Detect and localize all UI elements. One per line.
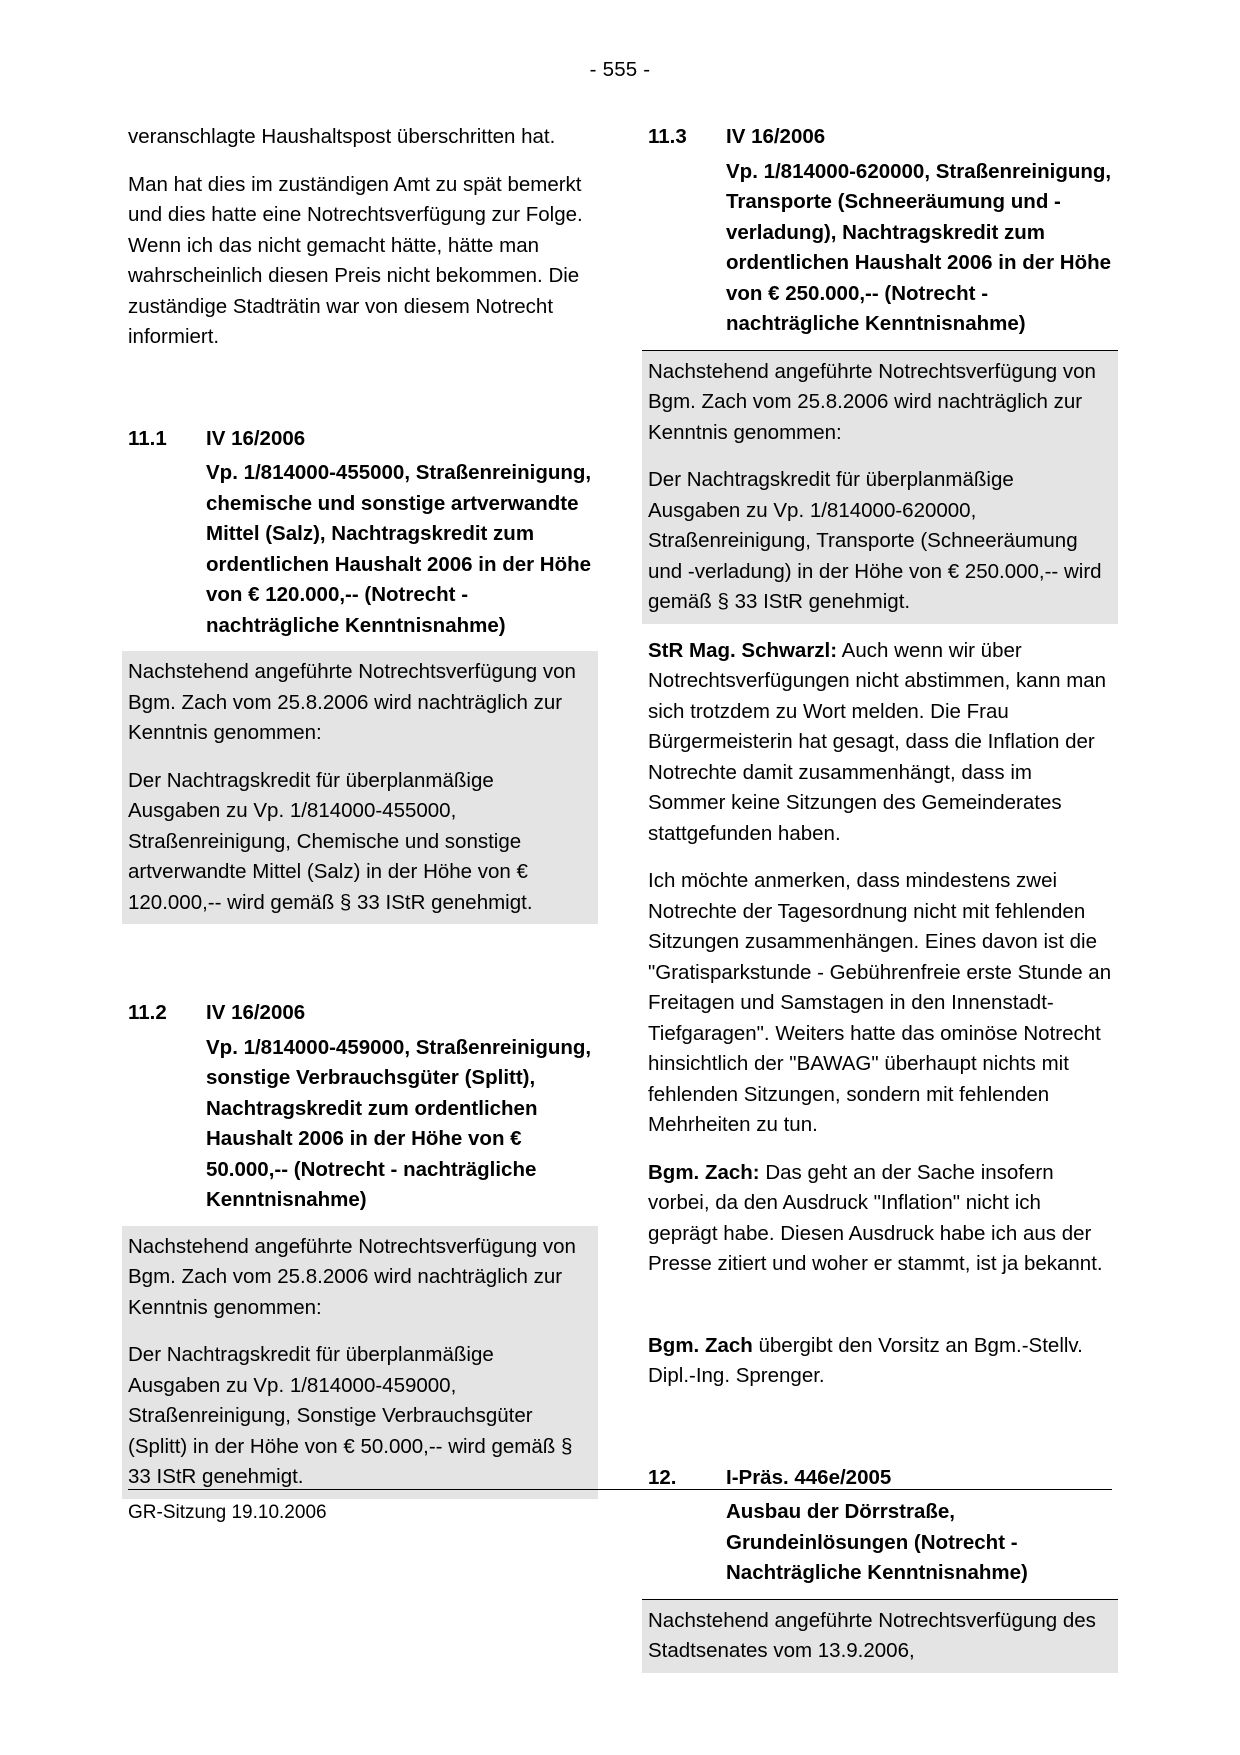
left-column bbox=[128, 122, 592, 1488]
resolution-box bbox=[642, 350, 1118, 624]
agenda-item-heading bbox=[128, 998, 592, 1029]
spacer bbox=[648, 1409, 1112, 1463]
speech-text: Auch wenn wir über Notrechtsverfügungen nicht abstimmen, kann man sich trotzdem zu Wort melden. Die Frau Bürgermeisterin hat gesagt, dass die Inflation der Notrechte damit zusammenhängt, dass im Sommer keine Sitzungen des Gemeinderates stattgefunden haben. bbox=[648, 638, 1107, 845]
right-column bbox=[648, 122, 1112, 1662]
paragraph: Der Nachtragskredit für überplanmäßige Ausgaben zu Vp. 1/814000-459000, Straßenreinigung, Sonstige Verbrauchsgüter (Splitt) in der Höhe von € 50.000,-- wird gemäß § 33 IStR genehmigt. bbox=[128, 1343, 573, 1488]
speech-paragraph bbox=[648, 636, 1112, 850]
footer-text: GR-Sitzung 19.10.2006 bbox=[128, 1502, 327, 1523]
spacer bbox=[648, 624, 1112, 636]
chair-handover-paragraph bbox=[648, 1331, 1112, 1392]
paragraph: Der Nachtragskredit für überplanmäßige Ausgaben zu Vp. 1/814000-455000, Straßenreinigung, Chemische und sonstige artverwandte Mittel (Salz) in der Höhe von € 120.000,-- wird gemäß § 33 IStR genehmigt. bbox=[128, 768, 533, 914]
speech-text: Das geht an der Sache insofern vorbei, da den Ausdruck "Inflation" nicht ich geprägt habe. Diesen Ausdruck habe ich aus der Presse zitiert und woher er stammt, ist ja bekannt. bbox=[648, 1160, 1103, 1275]
page-number: - 555 - bbox=[589, 58, 651, 81]
agenda-item-subtitle: Ausbau der Dörrstraße, Grundeinlösungen (Notrecht - Nachträgliche Kenntnisnahme) bbox=[726, 1500, 1028, 1584]
agenda-item-title: I-Präs. 446e/2005 bbox=[726, 1465, 892, 1489]
agenda-item-heading bbox=[648, 122, 1112, 153]
agenda-item-title: IV 16/2006 bbox=[726, 125, 826, 148]
speaker-name: StR Mag. Schwarzl: bbox=[648, 638, 838, 662]
agenda-item-subtitle: Vp. 1/814000-459000, Straßenreinigung, sonstige Verbrauchsgüter (Splitt), Nachtragskredit zum ordentlichen Haushalt 2006 in der Höhe von € 50.000,-- (Notrecht - nachträgliche Kenntnisnahme) bbox=[206, 1035, 592, 1211]
speaker-name: Bgm. Zach: bbox=[648, 1160, 760, 1184]
agenda-item-heading bbox=[128, 424, 592, 455]
paragraph: Der Nachtragskredit für überplanmäßige Ausgaben zu Vp. 1/814000-620000, Straßenreinigung, Transporte (Schneeräumung und -verladung) in der Höhe von € 250.000,-- wird gemäß § 33 IStR genehmigt. bbox=[648, 468, 1102, 613]
speech-paragraph bbox=[648, 866, 1112, 1141]
resolution-box bbox=[122, 1226, 598, 1499]
agenda-item-number: 12. bbox=[648, 1465, 677, 1489]
agenda-item-subtitle: Vp. 1/814000-455000, Straßenreinigung, chemische und sonstige artverwandte Mittel (Salz), Nachtragskredit zum ordentlichen Haushalt 2006 in der Höhe von € 120.000,-- (Notrecht - nachträgliche Kenntnisnahme) bbox=[206, 461, 592, 637]
speaker-name: Bgm. Zach bbox=[648, 1333, 753, 1357]
spacer bbox=[128, 370, 592, 424]
agenda-item-number: 11.3 bbox=[648, 125, 687, 148]
paragraph: Nachstehend angeführte Notrechtsverfügung des Stadtsenates vom 13.9.2006, bbox=[648, 1608, 1096, 1662]
spacer bbox=[128, 978, 592, 998]
chair-handover-text: übergibt den Vorsitz an Bgm.-Stellv. Dipl.-Ing. Sprenger. bbox=[648, 1333, 1083, 1387]
agenda-item-number: 11.1 bbox=[128, 426, 167, 450]
resolution-box bbox=[122, 651, 598, 924]
speech-paragraph bbox=[648, 1158, 1112, 1280]
agenda-item-title: IV 16/2006 bbox=[206, 426, 306, 450]
resolution-box bbox=[642, 1599, 1118, 1673]
paragraph: Nachstehend angeführte Notrechtsverfügung von Bgm. Zach vom 25.8.2006 wird nachträglich zur Kenntnis genommen: bbox=[128, 660, 576, 744]
spacer bbox=[648, 1297, 1112, 1331]
agenda-item-title: IV 16/2006 bbox=[206, 1001, 306, 1024]
spacer bbox=[128, 924, 592, 978]
agenda-item-subtitle: Vp. 1/814000-620000, Straßenreinigung, Transporte (Schneeräumung und -verladung), Nachtragskredit zum ordentlichen Haushalt 2006 in der Höhe von € 250.000,-- (Notrecht - nachträgliche Kenntnisnahme) bbox=[726, 159, 1112, 335]
speech-text: Ich möchte anmerken, dass mindestens zwei Notrechte der Tagesordnung nicht mit fehlenden Sitzungen zusammenhängen. Eines davon ist die "Gratisparkstunde - Gebührenfreie erste Stunde an Freitagen und Samstagen in den Innenstadt-Tiefgaragen". Weiters hatte das ominöse Notrecht hinsichtlich der "BAWAG" überhaupt nichts mit fehlenden Sitzungen, sondern mit fehlenden Mehrheiten zu tun. bbox=[648, 869, 1112, 1136]
paragraph: veranschlagte Haushaltspost überschritten hat. bbox=[128, 125, 556, 148]
footer-divider bbox=[128, 1489, 1112, 1490]
agenda-item-number: 11.2 bbox=[128, 1001, 167, 1024]
paragraph: Man hat dies im zuständigen Amt zu spät bemerkt und dies hatte eine Notrechtsverfügung zur Folge. Wenn ich das nicht gemacht hätte, hätte man wahrscheinlich diesen Preis nicht bekommen. Die zuständige Stadträtin war von diesem Notrecht informiert. bbox=[128, 172, 583, 348]
paragraph: Nachstehend angeführte Notrechtsverfügung von Bgm. Zach vom 25.8.2006 wird nachträglich zur Kenntnis genommen: bbox=[648, 359, 1096, 444]
paragraph: Nachstehend angeführte Notrechtsverfügung von Bgm. Zach vom 25.8.2006 wird nachträglich zur Kenntnis genommen: bbox=[128, 1234, 576, 1319]
